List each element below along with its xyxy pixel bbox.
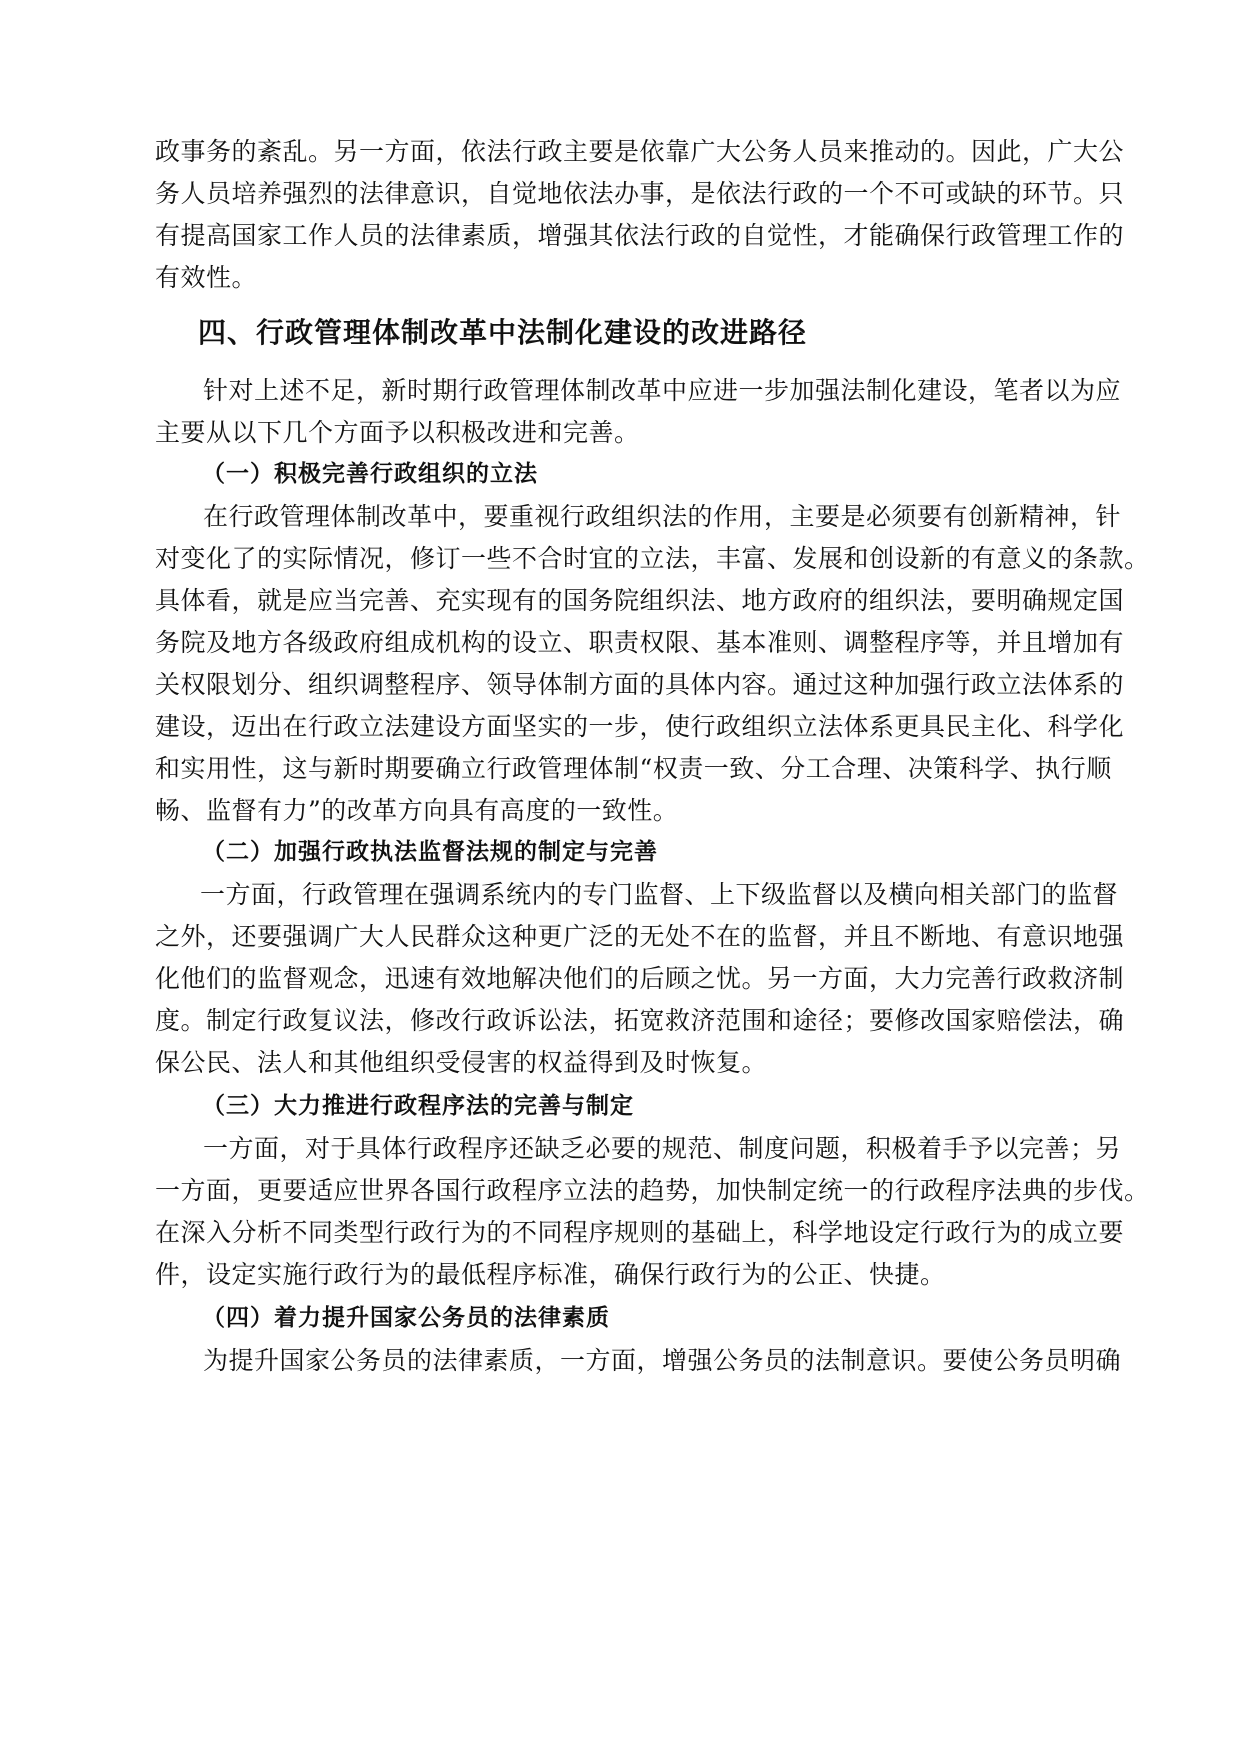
text-line: 一方面，行政管理在强调系统内的专门监督、上下级监督以及横向相关部门的监督 (200, 880, 1119, 909)
text-line: 务院及地方各级政府组成机构的设立、职责权限、基本准则、调整程序等，并且增加有 (155, 628, 1125, 657)
text-line: 主要从以下几个方面予以积极改进和完善。 (155, 418, 640, 447)
text-line: 保公民、法人和其他组织受侵害的权益得到及时恢复。 (155, 1048, 768, 1077)
subsection-heading: （二）加强行政执法监督法规的制定与完善 (202, 839, 658, 865)
text-line: 畅、监督有力”的改革方向具有高度的一致性。 (155, 796, 679, 825)
text-line: 政事务的紊乱。另一方面，依法行政主要是依靠广大公务人员来推动的。因此，广大公 (155, 137, 1125, 166)
section-heading: 四、行政管理体制改革中法制化建设的改进路径 (198, 316, 808, 349)
text-line: 一方面，更要适应世界各国行政程序立法的趋势，加快制定统一的行政程序法典的步伐。 (155, 1176, 1150, 1205)
text-line: 有效性。 (155, 263, 258, 292)
text-line: 建设，迈出在行政立法建设方面坚实的一步，使行政组织立法体系更具民主化、科学化 (155, 712, 1125, 741)
text-line: 一方面，对于具体行政程序还缺乏必要的规范、制度问题，积极着手予以完善；另 (203, 1134, 1122, 1163)
text-line: 为提升国家公务员的法律素质，一方面，增强公务员的法制意识。要使公务员明确 (203, 1346, 1122, 1375)
subsection-heading: （一）积极完善行政组织的立法 (202, 461, 538, 487)
text-line: 度。制定行政复议法，修改行政诉讼法，拓宽救济范围和途径；要修改国家赔偿法，确 (155, 1006, 1125, 1035)
subsection-heading: （三）大力推进行政程序法的完善与制定 (202, 1093, 634, 1119)
text-line: 化他们的监督观念，迅速有效地解决他们的后顾之忧。另一方面，大力完善行政救济制 (155, 964, 1125, 993)
text-line: 件，设定实施行政行为的最低程序标准，确保行政行为的公正、快捷。 (155, 1260, 946, 1289)
text-line: 和实用性，这与新时期要确立行政管理体制“权责一致、分工合理、决策科学、执行顺 (155, 754, 1112, 783)
text-line: 有提高国家工作人员的法律素质，增强其依法行政的自觉性，才能确保行政管理工作的 (155, 221, 1125, 250)
text-line: 务人员培养强烈的法律意识，自觉地依法办事，是依法行政的一个不可或缺的环节。只 (155, 179, 1125, 208)
subsection-heading: （四）着力提升国家公务员的法律素质 (202, 1305, 610, 1331)
text-line: 关权限划分、组织调整程序、领导体制方面的具体内容。通过这种加强行政立法体系的 (155, 670, 1125, 699)
text-line: 对变化了的实际情况，修订一些不合时宜的立法，丰富、发展和创设新的有意义的条款。 (155, 544, 1150, 573)
text-line: 针对上述不足，新时期行政管理体制改革中应进一步加强法制化建设，笔者以为应 (203, 376, 1122, 405)
text-line: 在行政管理体制改革中，要重视行政组织法的作用，主要是必须要有创新精神，针 (203, 502, 1122, 531)
text-line: 在深入分析不同类型行政行为的不同程序规则的基础上，科学地设定行政行为的成立要 (155, 1218, 1125, 1247)
text-line: 具体看，就是应当完善、充实现有的国务院组织法、地方政府的组织法，要明确规定国 (155, 586, 1125, 615)
text-line: 之外，还要强调广大人民群众这种更广泛的无处不在的监督，并且不断地、有意识地强 (155, 922, 1125, 951)
